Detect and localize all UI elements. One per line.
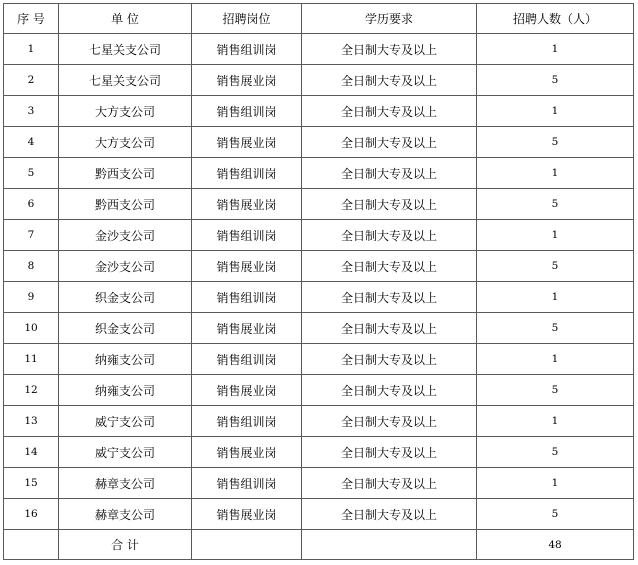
header-unit: 单 位: [59, 4, 192, 34]
row-unit: 大方支公司: [59, 96, 192, 127]
row-index: 9: [4, 282, 59, 313]
row-unit: 纳雍支公司: [59, 344, 192, 375]
row-index: 10: [4, 313, 59, 344]
row-count: 5: [477, 437, 634, 468]
table-row: [4, 96, 634, 127]
total-count: 48: [477, 530, 634, 560]
row-count: 5: [477, 127, 634, 158]
row-unit: 黔西支公司: [59, 158, 192, 189]
row-post: 销售展业岗: [192, 313, 302, 344]
row-unit: 织金支公司: [59, 282, 192, 313]
total-post-cell: [192, 530, 302, 560]
row-count: 5: [477, 313, 634, 344]
row-post: 销售组训岗: [192, 96, 302, 127]
row-education: 全日制大专及以上: [302, 65, 477, 96]
row-index: 1: [4, 34, 59, 65]
row-count: 1: [477, 406, 634, 437]
row-count: 1: [477, 158, 634, 189]
row-index: 7: [4, 220, 59, 251]
row-education: 全日制大专及以上: [302, 220, 477, 251]
total-index-cell: [4, 530, 59, 560]
row-post: 销售展业岗: [192, 65, 302, 96]
table-row: [4, 158, 634, 189]
row-index: 4: [4, 127, 59, 158]
row-education: 全日制大专及以上: [302, 158, 477, 189]
row-unit: 大方支公司: [59, 127, 192, 158]
table-row: [4, 189, 634, 220]
row-unit: 威宁支公司: [59, 437, 192, 468]
row-education: 全日制大专及以上: [302, 406, 477, 437]
table-header-row: [4, 4, 634, 34]
row-post: 销售组训岗: [192, 468, 302, 499]
total-row: [4, 530, 634, 560]
row-education: 全日制大专及以上: [302, 282, 477, 313]
row-unit: 赫章支公司: [59, 468, 192, 499]
row-education: 全日制大专及以上: [302, 468, 477, 499]
row-count: 1: [477, 220, 634, 251]
row-education: 全日制大专及以上: [302, 344, 477, 375]
row-post: 销售组训岗: [192, 220, 302, 251]
row-post: 销售组训岗: [192, 282, 302, 313]
row-index: 14: [4, 437, 59, 468]
row-index: 16: [4, 499, 59, 530]
row-education: 全日制大专及以上: [302, 375, 477, 406]
header-index: 序 号: [4, 4, 59, 34]
row-index: 2: [4, 65, 59, 96]
row-count: 1: [477, 96, 634, 127]
table-row: [4, 313, 634, 344]
row-index: 5: [4, 158, 59, 189]
header-education: 学历要求: [302, 4, 477, 34]
row-unit: 金沙支公司: [59, 220, 192, 251]
row-education: 全日制大专及以上: [302, 251, 477, 282]
row-count: 5: [477, 375, 634, 406]
row-post: 销售组训岗: [192, 158, 302, 189]
table-row: [4, 251, 634, 282]
row-unit: 七星关支公司: [59, 65, 192, 96]
total-education-cell: [302, 530, 477, 560]
table-row: [4, 127, 634, 158]
row-unit: 赫章支公司: [59, 499, 192, 530]
row-index: 13: [4, 406, 59, 437]
row-index: 8: [4, 251, 59, 282]
row-unit: 七星关支公司: [59, 34, 192, 65]
header-post: 招聘岗位: [192, 4, 302, 34]
row-index: 3: [4, 96, 59, 127]
row-count: 1: [477, 344, 634, 375]
table-row: [4, 437, 634, 468]
row-education: 全日制大专及以上: [302, 127, 477, 158]
table-row: [4, 499, 634, 530]
row-education: 全日制大专及以上: [302, 96, 477, 127]
row-count: 5: [477, 189, 634, 220]
row-education: 全日制大专及以上: [302, 437, 477, 468]
row-unit: 织金支公司: [59, 313, 192, 344]
row-index: 15: [4, 468, 59, 499]
row-post: 销售展业岗: [192, 189, 302, 220]
table-row: [4, 468, 634, 499]
table-row: [4, 375, 634, 406]
table-row: [4, 65, 634, 96]
row-index: 11: [4, 344, 59, 375]
row-post: 销售展业岗: [192, 375, 302, 406]
row-post: 销售组训岗: [192, 344, 302, 375]
row-count: 1: [477, 34, 634, 65]
row-unit: 威宁支公司: [59, 406, 192, 437]
row-index: 6: [4, 189, 59, 220]
row-count: 1: [477, 468, 634, 499]
row-count: 5: [477, 499, 634, 530]
row-education: 全日制大专及以上: [302, 313, 477, 344]
row-post: 销售展业岗: [192, 127, 302, 158]
row-education: 全日制大专及以上: [302, 189, 477, 220]
row-unit: 黔西支公司: [59, 189, 192, 220]
row-post: 销售展业岗: [192, 499, 302, 530]
row-education: 全日制大专及以上: [302, 499, 477, 530]
row-unit: 金沙支公司: [59, 251, 192, 282]
row-unit: 纳雍支公司: [59, 375, 192, 406]
row-count: 5: [477, 251, 634, 282]
table-row: [4, 220, 634, 251]
table-row: [4, 34, 634, 65]
row-post: 销售组训岗: [192, 34, 302, 65]
row-post: 销售组训岗: [192, 406, 302, 437]
recruitment-table: [3, 3, 634, 560]
row-post: 销售展业岗: [192, 251, 302, 282]
row-education: 全日制大专及以上: [302, 34, 477, 65]
table-row: [4, 282, 634, 313]
table-row: [4, 344, 634, 375]
row-count: 1: [477, 282, 634, 313]
table-row: [4, 406, 634, 437]
row-count: 5: [477, 65, 634, 96]
header-count: 招聘人数（人）: [477, 4, 634, 34]
row-index: 12: [4, 375, 59, 406]
row-post: 销售展业岗: [192, 437, 302, 468]
total-label: 合 计: [59, 530, 192, 560]
